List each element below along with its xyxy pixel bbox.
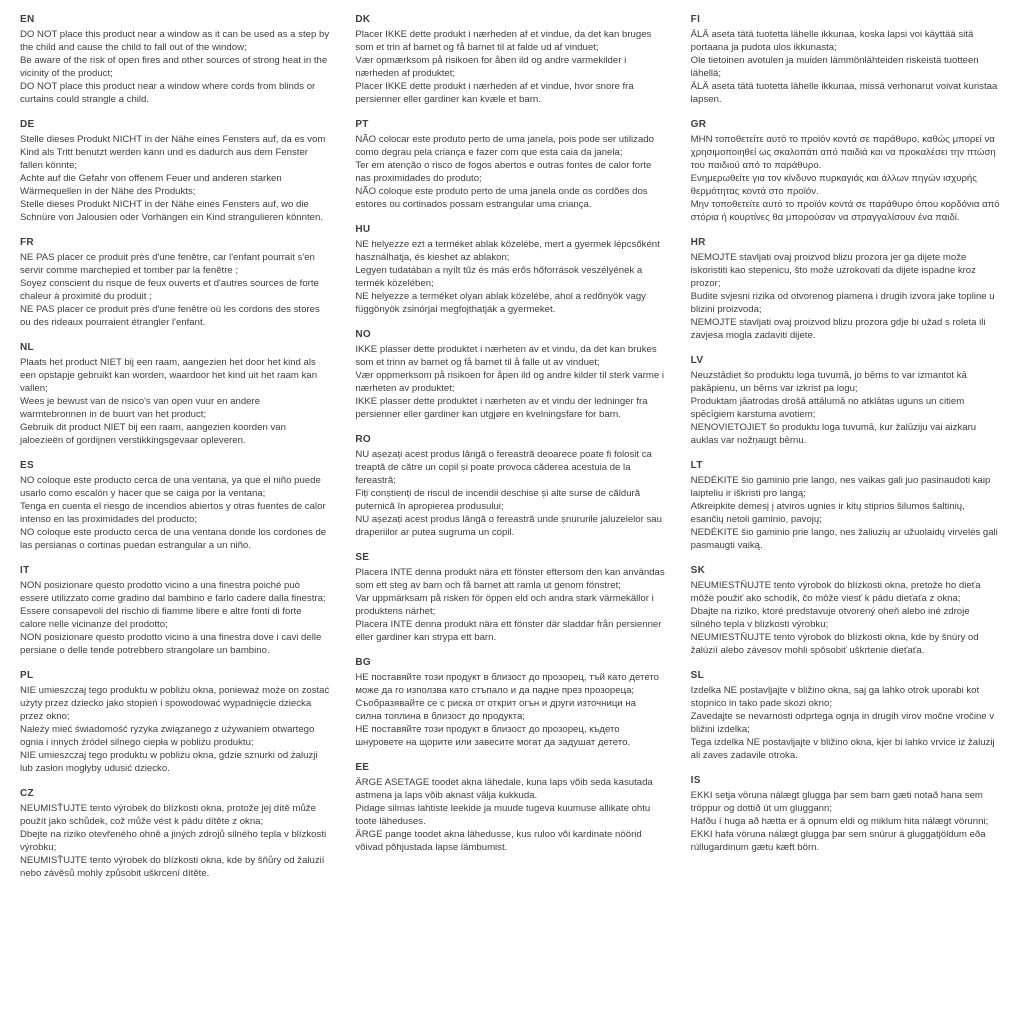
lang-code-label: DK [355,14,371,25]
warning-paragraph: Placer IKKE dette produkt i nærheden af et vindue, hvor snore fra persienner eller gardiner kan kvæle et barn. [355,81,634,105]
lang-code-label: PL [20,670,34,681]
lang-code-label: IS [690,775,701,786]
lang-section-lt [691,459,1000,552]
lang-code-label: HR [690,237,706,248]
lang-section-fr [20,236,329,329]
lang-code-label: SE [355,552,370,563]
lang-section-bg [355,656,664,749]
warning-paragraph: Dbejte na riziko otevřeného ohně a jiných zdrojů silného tepla v blízkosti výrobku; [20,829,327,853]
warning-paragraph: ÄLÄ aseta tätä tuotetta lähelle ikkunaa, missä verhonarut voivat kuristaa lapsen. [690,81,998,105]
lang-section-sk [691,564,1000,657]
warning-paragraph: IKKE plasser dette produktet i nærheten av et vindu der ledninger fra persienner eller gardiner kan utgjøre en kvelningsfare for barn. [355,396,648,420]
lang-section-lv [691,354,1000,447]
warning-paragraph: NEDĖKITE šio gaminio prie lango, nes vaikas gali juo pasinaudoti kaip laipteliu ir iškristi pro langą; [690,475,991,499]
lang-section-ee [355,761,664,854]
lang-code-label: SK [690,565,706,576]
warning-paragraph: Fiți conștienți de riscul de incendii deschise și alte surse de căldură puternică în apropierea produsului; [355,488,641,512]
warning-paragraph: NEUMISŤUJTE tento výrobek do blízkosti okna, protože jej dítě může použít jako schůdek, což může vést k pádu dítěte z okna; [20,803,316,827]
lang-code-label: HU [355,224,371,235]
warning-paragraph: Izdelka NE postavljajte v bližino okna, saj ga lahko otrok uporabi kot stopnico in tako pade skozi okno; [690,685,980,709]
lang-code-label: IT [20,565,30,576]
warning-paragraph: Legyen tudatában a nyílt tűz és más erős hőforrások veszélyének a termék közelében; [355,265,643,289]
warning-paragraph: Soyez conscient du risque de feux ouverts et d'autres sources de forte chaleur à proximité du produit ; [20,278,319,302]
warning-paragraph: NEDĖKITE šio gaminio prie lango, nes žaliuzių ar užuolaidų virvelės gali pasmaugti vaiką. [690,527,998,551]
warning-paragraph: NEUMIESTŇUJTE tento výrobok do blízkosti okna, pretože ho dieťa môže použiť ako schodík, čo môže viesť k pádu dieťaťa z okna; [690,580,981,604]
lang-section-de [20,118,329,224]
warning-paragraph: Essere consapevoli del rischio di fiamme libere e altre fonti di forte calore nelle vicinanze del prodotto; [20,606,302,630]
warning-paragraph: Placer IKKE dette produkt i nærheden af et vindue, da det kan bruges som et trin af barnet og få barnet til at falde ud af vinduet; [355,29,652,53]
warning-paragraph: NEMOJTE stavljati ovaj proizvod blizu prozora jer ga dijete može iskoristiti kao stepenicu, što može uzrokovati da dijete ispadne kroz prozor; [690,252,976,289]
lang-section-se [355,551,664,644]
warning-paragraph: ÄRGE ASETAGE toodet akna lähedale, kuna laps võib seda kasutada astmena ja laps võib aknast välja kukkuda. [355,777,653,801]
warning-paragraph: Gebruik dit product NIET bij een raam, aangezien koorden van jaloezieën of gordijnen verstikkingsgevaar opleveren. [20,422,286,446]
column-1 [20,13,329,1016]
warning-paragraph: NO coloque este producto cerca de una ventana, ya que el niño puede usarlo como escalón y hacer que se caiga por la ventana; [20,475,321,499]
warning-paragraph: NEUMIESTŇUJTE tento výrobok do blízkosti okna, kde by šnúry od žalúzií alebo závesov mohli spôsobiť uškrtenie dieťaťa. [690,632,979,656]
warning-paragraph: NON posizionare questo prodotto vicino a una finestra dove i cavi delle persiane o delle tende potrebbero strangolare un bambino. [20,632,322,656]
warning-paragraph: EKKI hafa vöruna nálægt glugga þar sem snúrur á gluggatjöldum eða rúllugardinum gætu kæft börn. [690,829,986,853]
lang-section-nl [20,341,329,447]
lang-section-cz [20,787,329,880]
lang-section-is [691,774,1000,854]
lang-section-hu [355,223,664,316]
warning-paragraph: NÃO coloque este produto perto de uma janela onde os cordões dos estores ou cortinados possam estrangular uma criança. [355,186,648,210]
lang-section-no [355,328,664,421]
warning-paragraph: DO NOT place this product near a window as it can be used as a step by the child and cause the child to fall out of the window; [20,29,330,53]
warning-paragraph: NENOVIETOJIET šo produktu loga tuvumā, kur žalūziju vai aizkaru auklas var nožņaugt bērnu. [690,422,977,446]
lang-code-label: NO [355,329,371,340]
warning-paragraph: IKKE plasser dette produktet i nærheten av et vindu, da det kan brukes som et trinn av barnet og få barnet til å falle ut av vinduet; [355,344,657,368]
warning-paragraph: NEMOJTE stavljati ovaj proizvod blizu prozora gdje bi užad s roleta ili zavjesa mogla zadaviti dijete. [690,317,986,341]
warning-paragraph: NU așezați acest produs lângă o fereastră unde șnururile jaluzelelor sau draperiilor ar putea sugruma un copil. [355,514,662,538]
warning-paragraph: ÄRGE pange toodet akna lähedusse, kus ruloo või kardinate nöörid võivad põhjustada lapse lämbumist. [355,829,642,853]
warning-paragraph: NU așezați acest produs lângă o fereastră deoarece poate fi folosit ca treaptă de către un copil și poate provoca căderea acestuia de la fereastră; [355,449,652,486]
warning-paragraph: Съобразявайте се с риска от открит огън и други източници на силна топлина в близост до продукта; [355,698,636,722]
warning-paragraph: ÄLÄ aseta tätä tuotetta lähelle ikkunaa, koska lapsi voi käyttää sitä portaana ja pudota ulos ikkunasta; [690,29,974,53]
warning-paragraph: Budite svjesni rizika od otvorenog plamena i drugih izvora jake topline u blizini proizvoda; [690,291,995,315]
warning-paragraph: NIE umieszczaj tego produktu w pobliżu okna, ponieważ może on zostać użyty przez dziecko jako stopień i spowodować wypadnięcie dziecka przez okno; [20,685,330,722]
lang-code-label: DE [20,119,35,130]
lang-section-sl [691,669,1000,762]
lang-code-label: EN [20,14,35,25]
warning-paragraph: Stelle dieses Produkt NICHT in der Nähe eines Fensters auf, da es vom Kind als Tritt benutzt werden kann und es dadurch aus dem Fenster fallen könnte; [20,134,326,171]
warning-paragraph: NEUMISŤUJTE tento výrobek do blízkosti okna, kde by šňůry od žaluzií nebo závěsů mohly způsobit uškrcení dítěte. [20,855,325,879]
warning-paragraph: Należy mieć świadomość ryzyka związanego z używaniem otwartego ognia i innych źródeł silnego ciepła w pobliżu produktu; [20,724,315,748]
lang-section-en [20,13,329,106]
lang-code-label: FR [20,237,34,248]
lang-code-label: PT [355,119,369,130]
warning-paragraph: Ole tietoinen avotulen ja muiden lämmönlähteiden riskeistä tuotteen lähellä; [690,55,979,79]
lang-code-label: BG [355,657,371,668]
lang-code-label: RO [355,434,371,445]
warning-paragraph: EKKI setja vöruna nálægt glugga þar sem barn gæti notað hana sem tröppur og dottið út um gluggann; [690,790,983,814]
warning-paragraph: Ενημερωθείτε για τον κίνδυνο πυρκαγιάς και άλλων πηγών ισχυρής θερμότητας κοντά στο προϊόν. [690,173,977,197]
lang-code-label: ES [20,460,34,471]
warning-paragraph: NE PAS placer ce produit près d'une fenêtre, car l'enfant pourrait s'en servir comme marchepied et tomber par la fenêtre ; [20,252,315,276]
warning-paragraph: Vær oppmerksom på risikoen for åpen ild og andre kilder til sterk varme i nærheten av produktet; [355,370,665,394]
warning-paragraph: НЕ поставяйте този продукт в близост до прозорец, тъй като детето може да го използва като стъпало и да падне през прозореца; [355,672,659,696]
lang-code-label: EE [355,762,370,773]
warning-paragraph: NIE umieszczaj tego produktu w pobliżu okna, gdzie sznurki od żaluzji lub zasłon mogłyby udusić dziecko. [20,750,318,774]
warning-paragraph: Placera INTE denna produkt nära ett fönster där sladdar från persienner eller gardiner kan strypa ett barn. [355,619,662,643]
warning-paragraph: Stelle dieses Produkt NICHT in der Nähe eines Fensters auf, wo die Schnüre von Jalousien oder Vorhängen ein Kind strangulieren könnten. [20,199,323,223]
columns-container [20,13,1000,1016]
lang-code-label: LT [690,460,703,471]
warning-paragraph: Placera INTE denna produkt nära ett fönster eftersom den kan användas som ett steg av barn och få barnet att ramla ut genom fönstret; [355,567,665,591]
lang-section-hr [691,236,1000,342]
lang-section-ro [355,433,664,539]
warning-paragraph: Wees je bewust van de risico's van open vuur en andere warmtebronnen in de buurt van het product; [20,396,261,420]
warning-paragraph: НЕ поставяйте този продукт в близост до прозорец, където шнуровете на щорите или завесите могат да задушат детето. [355,724,631,748]
warning-paragraph: Plaats het product NIET bij een raam, aangezien het door het kind als een opstapje gebruikt kan worden, waardoor het kind uit het raam kan vallen; [20,357,318,394]
warning-paragraph: Hafðu í huga að hætta er á opnum eldi og miklum hita nálægt vörunni; [690,816,989,827]
lang-section-dk [355,13,664,106]
warning-paragraph: Ter em atenção o risco de fogos abertos e outras fontes de calor forte nas proximidades do produto; [355,160,652,184]
lang-section-pl [20,669,329,775]
lang-section-pt [355,118,664,211]
warning-paragraph: Tega izdelka NE postavljajte v bližino okna, kjer bi lahko vrvice iz žaluzij ali zaves zadavile otroka. [690,737,995,761]
warning-paragraph: Var uppmärksam på risken för öppen eld och andra stark värmekällor i produktens närhet; [355,593,654,617]
warning-paragraph: Achte auf die Gefahr von offenem Feuer und anderen starken Wärmequellen in der Nähe des Produkts; [20,173,282,197]
warning-paragraph: NÃO colocar este produto perto de uma janela, pois pode ser utilizado como degrau pela criança e fazer com que esta caia da janela; [355,134,654,158]
warning-paragraph: NO coloque este producto cerca de una ventana donde los cordones de las persianas o cortinas puedan estrangular a un niño. [20,527,327,551]
lang-section-gr [691,118,1000,224]
warning-paragraph: Neuzstādiet šo produktu loga tuvumā, jo bērns to var izmantot kā pakāpienu, un bērns var izkrist pa logu; [690,370,967,394]
lang-code-label: SL [690,670,705,681]
warning-paragraph: Atkreipkite dėmesį į atviros ugnies ir kitų stiprios šilumos šaltinių, esančių netoli gaminio, pavojų; [690,501,965,525]
column-2 [355,13,664,1016]
warning-paragraph: Be aware of the risk of open fires and other sources of strong heat in the vicinity of the product; [20,55,328,79]
lang-code-label: GR [690,119,707,130]
warning-paragraph: NE PAS placer ce produit près d'une fenêtre où les cordons des stores ou des rideaux pourraient étrangler l'enfant. [20,304,320,328]
warning-paragraph: Μην τοποθετείτε αυτό το προϊόν κοντά σε παράθυρο όπου κορδόνια από στόρια ή κουρτίνες θα μπορούσαν να στραγγαλίσουν ένα παιδί. [690,199,1000,223]
warning-paragraph: NON posizionare questo prodotto vicino a una finestra poiché può essere utilizzato come gradino dal bambino e farlo cadere dalla finestra; [20,580,326,604]
warning-paragraph: Pidage silmas lahtiste leekide ja muude tugeva kuumuse allikate ohtu toote läheduses. [355,803,651,827]
lang-code-label: FI [690,14,701,25]
lang-code-label: CZ [20,788,34,799]
warning-paragraph: Vær opmærksom på risikoen for åben ild og andre varmekilder i nærheden af produktet; [355,55,627,79]
lang-section-it [20,564,329,657]
lang-code-label: NL [20,342,34,353]
lang-section-fi [691,13,1000,106]
warning-paragraph: Tenga en cuenta el riesgo de incendios abiertos y otras fuentes de calor intenso en las proximidades del producto; [20,501,326,525]
warning-paragraph: Produktam jāatrodas drošā attālumā no atklātas uguns un citiem spēcīgiem karstuma avotiem; [690,396,965,420]
warning-paragraph: NE helyezze ezt a terméket ablak közelébe, mert a gyermek lépcsőként használhatja, és kieshet az ablakon; [355,239,660,263]
warning-paragraph: Zavedajte se nevarnosti odprtega ognja in drugih virov močne vročine v bližini izdelka; [690,711,995,735]
warning-paragraph: ΜΗΝ τοποθετείτε αυτό το προϊόν κοντά σε παράθυρο, καθώς μπορεί να χρησιμοποιηθεί ως σκαλοπάτι από παιδιά και να προκαλέσει την πτώση του παιδιού από το παράθυρο. [690,134,996,171]
warning-paragraph: DO NOT place this product near a window where cords from blinds or curtains could strangle a child. [20,81,316,105]
lang-code-label: LV [690,355,704,366]
lang-section-es [20,459,329,552]
warning-paragraph: Dbajte na riziko, ktoré predstavuje otvorený oheň alebo iné zdroje silného tepla v blízkosti výrobku; [690,606,970,630]
warning-paragraph: NE helyezze a terméket olyan ablak közelébe, ahol a redőnyök vagy függönyök zsinórjai megfojthatják a gyermeket. [355,291,646,315]
column-3 [691,13,1000,1016]
